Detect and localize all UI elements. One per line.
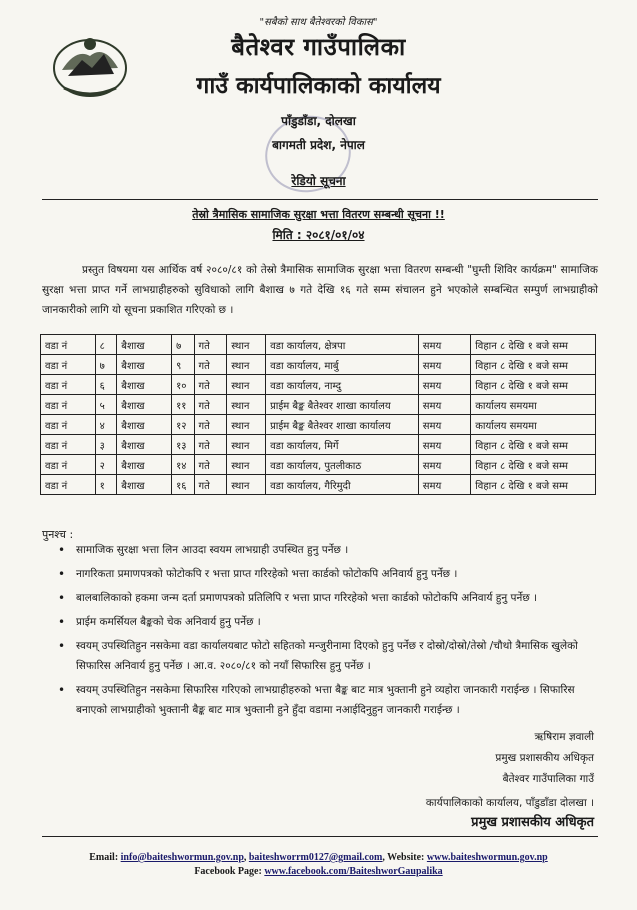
cell-place-label: स्थान <box>227 435 266 455</box>
cell-time-label: समय <box>418 415 470 435</box>
cell-place-label: स्थान <box>227 455 266 475</box>
signatory-office: कार्यपालिकाको कार्यालय, पाँडुडाँडा दोलखा । <box>425 797 594 809</box>
cell-time: कार्यालय समयमा <box>471 415 596 435</box>
cell-time: विहान ८ देखि १ बजे सम्म <box>471 435 596 455</box>
email-label: Email: <box>89 852 119 863</box>
address-line-2: बागमती प्रदेश, नेपाल <box>272 138 365 152</box>
divider <box>42 199 598 200</box>
list-item: • नागरिकता प्रमाणपत्रको फोटोकपि र भत्ता प्राप्त गरिरहेको भत्ता कार्डको फोटोकपि अनिवार्य हुनु पर्नेछ । <box>42 564 598 584</box>
office-subtitle: गाउँ कार्यपालिकाको कार्यालय <box>196 73 441 99</box>
cell-ward-label: वडा नं <box>41 415 96 435</box>
cell-month: बैशाख <box>117 395 172 415</box>
postscript-label: पुनश्च : <box>42 528 74 541</box>
cell-place: प्राईम बैङ्क बैतेश्वर शाखा कार्यालय <box>266 415 419 435</box>
cell-time: विहान ८ देखि १ बजे सम्म <box>471 335 596 355</box>
cell-ward-number: २ <box>95 455 117 475</box>
table-row <box>41 395 596 415</box>
website-link[interactable]: www.baiteshwormun.gov.np <box>426 852 548 863</box>
footer-facebook <box>0 866 637 877</box>
cell-time: विहान ८ देखि १ बजे सम्म <box>471 475 596 495</box>
cell-place-label: स्थान <box>227 375 266 395</box>
cell-place: वडा कार्यालय, गैरिमुदी <box>266 475 419 495</box>
table-row <box>41 455 596 475</box>
website-label: Website: <box>387 852 425 863</box>
cell-month: बैशाख <box>117 475 172 495</box>
list-item: • स्वयम् उपस्थितिहुन नसकेमा सिफारिस गरिएको लाभग्राहीहरुको भत्ता बैङ्क बाट मात्र भुक्तानी हुने व्यहोरा जानकारी गराईन्छ । सिफारिस बनाएको लाभग्राहीको भुक्तानी बैङ्क बाट मात्र भुक्तानी हुने हुँदा वडामा नआईदिनुहुन जानकारी गराईन्छ । <box>42 680 598 720</box>
cell-time-label: समय <box>418 355 470 375</box>
cell-gate-label: गते <box>194 475 227 495</box>
cell-ward-number: ६ <box>95 375 117 395</box>
cell-ward-label: वडा नं <box>41 475 96 495</box>
cell-place-label: स्थान <box>227 355 266 375</box>
cell-month: बैशाख <box>117 375 172 395</box>
cell-place-label: स्थान <box>227 335 266 355</box>
cell-gate-label: गते <box>194 435 227 455</box>
cell-time-label: समय <box>418 435 470 455</box>
cell-ward-number: ४ <box>95 415 117 435</box>
cell-gate-label: गते <box>194 335 227 355</box>
cell-day: ११ <box>172 395 194 415</box>
cell-gate-label: गते <box>194 415 227 435</box>
cell-month: बैशाख <box>117 335 172 355</box>
cell-time: विहान ८ देखि १ बजे सम्म <box>471 355 596 375</box>
table-row <box>41 355 596 375</box>
footer-contact: Email: info@baiteshwormun.gov.np, baiteshworrm0127@gmail.com, Website: www.baiteshwormun.gov.np <box>89 852 548 863</box>
list-item: • बालबालिकाको हकमा जन्म दर्ता प्रमाणपत्रको प्रतिलिपि र भत्ता प्राप्त गरिरहेको भत्ता कार्डको फोटोकपि अनिवार्य हुनु पर्नेछ । <box>42 588 598 608</box>
notes-list <box>42 540 598 724</box>
office-name: बैतेश्वर गाउँपालिका <box>231 33 406 61</box>
cell-time: कार्यालय समयमा <box>471 395 596 415</box>
table-row <box>41 415 596 435</box>
cell-month: बैशाख <box>117 415 172 435</box>
email-link-1[interactable]: info@baiteshwormun.gov.np <box>120 852 244 863</box>
cell-month: बैशाख <box>117 355 172 375</box>
cell-ward-label: वडा नं <box>41 355 96 375</box>
cell-day: ९ <box>172 355 194 375</box>
cell-place: वडा कार्यालय, पुतलीकाठ <box>266 455 419 475</box>
cell-time-label: समय <box>418 475 470 495</box>
table-row <box>41 435 596 455</box>
cell-month: बैशाख <box>117 455 172 475</box>
schedule-table <box>40 334 596 495</box>
email-link-2[interactable]: baiteshworrm0127@gmail.com <box>248 852 383 863</box>
list-item: • सामाजिक सुरक्षा भत्ता लिन आउदा स्वयम लाभग्राही उपस्थित हुनु पर्नेछ । <box>42 540 598 560</box>
cell-time-label: समय <box>418 335 470 355</box>
cell-ward-number: ८ <box>95 335 117 355</box>
cell-ward-label: वडा नं <box>41 335 96 355</box>
cell-ward-number: १ <box>95 475 117 495</box>
list-item: • स्वयम् उपस्थितिहुन नसकेमा वडा कार्यालयबाट फोटो सहितको मन्जुरीनामा दिएको हुनु पर्नेछ र दोस्रो/दोस्रो/तेस्रो /चौथो त्रैमासिक खुलेको सिफारिस अनिवार्य हुनु पर्नेछ । आ.व. २०८०/८१ को नयाँ सिफारिस हुनु पर्नेछ । <box>42 636 598 676</box>
cell-place-label: स्थान <box>227 475 266 495</box>
cell-place: वडा कार्यालय, नाम्दु <box>266 375 419 395</box>
notice-type: रेडियो सूचना <box>291 174 346 188</box>
cell-gate-label: गते <box>194 355 227 375</box>
cell-place: वडा कार्यालय, मिर्गे <box>266 435 419 455</box>
signatory-designation: प्रमुख प्रशासकीय अधिकृत <box>495 752 594 764</box>
signatory-name: ऋषिराम ज्ञवाली <box>534 731 594 743</box>
signatory-org: बैतेश्वर गाउँपालिका गाउँ <box>502 773 594 785</box>
cell-day: १६ <box>172 475 194 495</box>
cell-place: प्राईम बैङ्क बैतेश्वर शाखा कार्यालय <box>266 395 419 415</box>
notice-title: तेस्रो त्रैमासिक सामाजिक सुरक्षा भत्ता वितरण सम्बन्धी सूचना !! <box>192 208 445 221</box>
cell-ward-number: ७ <box>95 355 117 375</box>
cell-ward-number: ३ <box>95 435 117 455</box>
cell-place-label: स्थान <box>227 395 266 415</box>
cell-time-label: समय <box>418 375 470 395</box>
cell-day: ७ <box>172 335 194 355</box>
cell-time: विहान ८ देखि १ बजे सम्म <box>471 375 596 395</box>
address-line-1: पाँडुडाँडा, दोलखा <box>281 114 356 128</box>
cell-day: १४ <box>172 455 194 475</box>
slogan: "सबैको साथ बैतेश्वरको विकास" <box>259 17 378 28</box>
intro-paragraph: प्रस्तुत विषयमा यस आर्थिक वर्ष २०८०/८१ को तेस्रो त्रैमासिक सामाजिक सुरक्षा भत्ता वितरण सम्बन्धी "घुम्ती शिविर कार्यक्रम" सामाजिक सुरक्षा भत्ता प्राप्त गर्ने लाभग्राहीहरुको सुविधाको लागि बैशाख ७ गते देखि १६ गते सम्म संचालन हुने भएकोले सम्बन्धित सम्पुर्ण लाभग्राहीको जानकारीको लागि यो सूचना प्रकाशित गरिएको छ । <box>42 264 598 316</box>
cell-day: १२ <box>172 415 194 435</box>
cell-place: वडा कार्यालय, मार्बु <box>266 355 419 375</box>
cell-ward-label: वडा नं <box>41 375 96 395</box>
cell-ward-label: वडा नं <box>41 395 96 415</box>
cell-place: वडा कार्यालय, क्षेत्रपा <box>266 335 419 355</box>
cell-gate-label: गते <box>194 375 227 395</box>
cell-month: बैशाख <box>117 435 172 455</box>
table-row <box>41 335 596 355</box>
cell-time: विहान ८ देखि १ बजे सम्म <box>471 455 596 475</box>
cell-gate-label: गते <box>194 455 227 475</box>
notice-date: मिति : २०८१/०१/०४ <box>272 228 365 242</box>
designation-stamp: प्रमुख प्रशासकीय अधिकृत <box>471 815 594 830</box>
facebook-label: Facebook Page: <box>194 866 262 877</box>
list-item: • प्राईम कमर्सियल बैङ्कको चेक अनिवार्य हुनु पर्नेछ । <box>42 612 598 632</box>
cell-day: १३ <box>172 435 194 455</box>
cell-ward-label: वडा नं <box>41 455 96 475</box>
table-row <box>41 475 596 495</box>
cell-time-label: समय <box>418 395 470 415</box>
cell-gate-label: गते <box>194 395 227 415</box>
cell-place-label: स्थान <box>227 415 266 435</box>
cell-ward-label: वडा नं <box>41 435 96 455</box>
table-row <box>41 375 596 395</box>
cell-day: १० <box>172 375 194 395</box>
cell-ward-number: ५ <box>95 395 117 415</box>
cell-time-label: समय <box>418 455 470 475</box>
facebook-link[interactable]: www.facebook.com/BaiteshworGaupalika <box>264 866 443 877</box>
footer-divider <box>42 836 598 837</box>
